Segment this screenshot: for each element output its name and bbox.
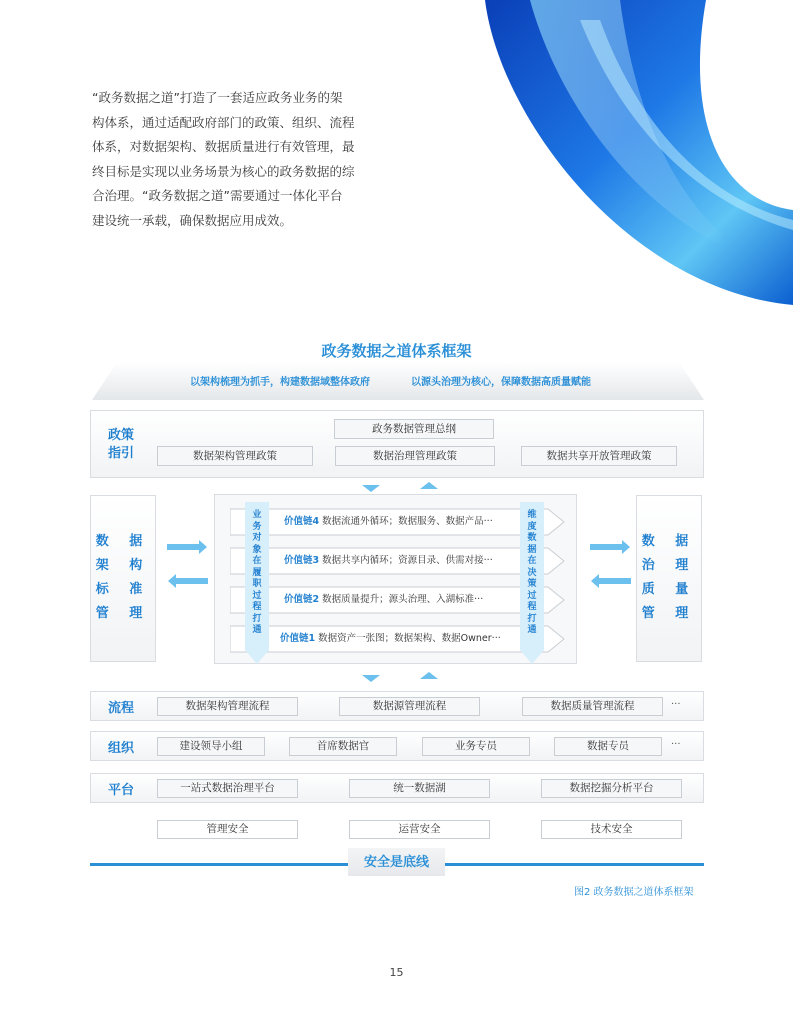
platform-label: 平台 xyxy=(108,783,135,798)
baseline-left xyxy=(90,863,348,866)
platform-item-box: 一站式数据治理平台 xyxy=(157,779,298,798)
process-label: 流程 xyxy=(108,701,135,716)
value-chain-row xyxy=(230,544,550,575)
value-chain-text xyxy=(280,625,501,653)
left-side-line: 标 准 xyxy=(95,582,151,597)
org-more: ··· xyxy=(671,739,681,750)
vertical-char: 过 xyxy=(527,590,537,601)
right-flow-arrows xyxy=(588,537,633,589)
value-chain-row xyxy=(230,508,550,536)
security-item-box: 管理安全 xyxy=(157,820,298,839)
vertical-char: 在 xyxy=(527,556,537,566)
process-item-box: 数据架构管理流程 xyxy=(157,697,298,716)
arrow-right-icon xyxy=(590,540,630,554)
banner-band xyxy=(92,362,704,400)
policy-item-box: 数据治理管理政策 xyxy=(335,446,495,466)
value-chain-label: 价值链2 xyxy=(284,594,320,605)
figure-caption: 图2 政务数据之道体系框架 xyxy=(574,887,694,898)
org-item-box: 首席数据官 xyxy=(289,737,397,756)
value-chain-label: 价值链3 xyxy=(284,555,320,566)
arrow-left-icon xyxy=(591,574,631,588)
intro-line: 合治理。“政务数据之道”需要通过一体化平台 xyxy=(92,188,343,203)
intro-line: 构体系，通过适配政府部门的政策、组织、流程 xyxy=(92,114,355,130)
security-item-box: 运营安全 xyxy=(349,820,490,839)
vertical-char: 程 xyxy=(527,602,537,612)
flow-arrows-bottom xyxy=(360,670,440,684)
value-chain-label: 价值链1 xyxy=(280,633,316,644)
vertical-char: 务 xyxy=(252,521,262,532)
vertical-char: 度 xyxy=(527,521,537,532)
left-vertical-text xyxy=(246,510,268,637)
intro-line: 体系，对数据架构、数据质量进行有效管理，最 xyxy=(92,139,355,154)
vertical-char: 对 xyxy=(252,533,262,543)
value-chain-text xyxy=(284,547,493,575)
platform-item-box: 统一数据湖 xyxy=(349,779,490,798)
platform-item-box: 数据挖掘分析平台 xyxy=(541,779,682,798)
vertical-char: 维 xyxy=(527,510,537,520)
left-side-line: 架 构 xyxy=(95,558,151,573)
vertical-char: 象 xyxy=(252,544,262,555)
right-side-panel xyxy=(636,495,702,662)
right-side-text xyxy=(637,530,701,626)
vertical-char: 业 xyxy=(252,510,262,520)
policy-item-box: 数据共享开放管理政策 xyxy=(521,446,677,466)
intro-line: 建设统一承载，确保数据应用成效。 xyxy=(92,212,293,228)
policy-top-box: 政务数据管理总纲 xyxy=(334,419,494,439)
security-baseline-label: 安全是底线 xyxy=(348,848,445,876)
process-more: ··· xyxy=(671,699,681,710)
left-side-panel xyxy=(90,495,156,662)
banner-right-slogan: 以源头治理为核心，保障数据高质量赋能 xyxy=(411,377,591,388)
policy-item-box: 数据架构管理政策 xyxy=(157,446,313,466)
right-side-line: 质 量 xyxy=(641,582,697,597)
policy-label-line: 政策 xyxy=(108,428,135,443)
value-chain-text xyxy=(284,586,483,614)
vertical-char: 据 xyxy=(527,544,537,555)
arrow-down-icon xyxy=(362,675,380,682)
org-label: 组织 xyxy=(108,741,135,756)
vertical-char: 打 xyxy=(527,613,537,624)
intro-line: 终目标是实现以业务场景为核心的政务数据的综 xyxy=(92,163,355,179)
flow-arrows-top xyxy=(360,480,440,494)
right-side-line: 数 据 xyxy=(641,534,697,549)
policy-label xyxy=(108,427,134,463)
vertical-char: 打 xyxy=(252,613,262,624)
value-chain-row xyxy=(230,625,550,653)
security-item-box: 技术安全 xyxy=(541,820,682,839)
vertical-char: 职 xyxy=(252,579,262,589)
intro-paragraph xyxy=(92,86,392,233)
vertical-char: 履 xyxy=(252,567,262,578)
figure-title: 政务数据之道体系框架 xyxy=(321,342,472,360)
arrow-right-icon xyxy=(167,540,207,554)
org-item-box: 业务专员 xyxy=(422,737,530,756)
arrow-left-icon xyxy=(168,574,208,588)
banner-left-slogan: 以架构梳理为抓手，构建数据域整体政府 xyxy=(190,377,370,388)
value-chain-label: 价值链4 xyxy=(284,516,320,527)
left-side-text xyxy=(91,530,155,626)
intro-line: “政务数据之道”打造了一套适应政务业务的架 xyxy=(92,90,343,105)
value-chain-text xyxy=(284,508,493,536)
page-number: 15 xyxy=(389,966,404,979)
vertical-char: 过 xyxy=(252,590,262,601)
decorative-swirl-graphic xyxy=(470,0,793,310)
value-chain-desc: 数据质量提升；源头治理、入湖标准··· xyxy=(322,594,484,605)
right-vertical-text xyxy=(521,510,543,637)
baseline-right xyxy=(445,863,704,866)
value-chain-desc: 数据流通外循环；数据服务、数据产品··· xyxy=(322,516,493,527)
left-side-line: 数 据 xyxy=(95,534,151,549)
arrow-up-icon xyxy=(420,672,438,679)
arrow-down-icon xyxy=(362,485,380,492)
arrow-up-icon xyxy=(420,482,438,489)
left-side-line: 管 理 xyxy=(95,606,151,621)
org-item-box: 建设领导小组 xyxy=(157,737,265,756)
process-item-box: 数据质量管理流程 xyxy=(522,697,663,716)
left-flow-arrows xyxy=(165,537,210,589)
value-chain-desc: 数据资产一张图；数据架构、数据Owner··· xyxy=(318,633,501,644)
value-chain-desc: 数据共享内循环；资源目录、供需对接··· xyxy=(322,555,493,566)
value-chain-row xyxy=(230,586,550,614)
policy-label-line: 指引 xyxy=(108,446,135,461)
vertical-char: 策 xyxy=(527,579,537,589)
vertical-char: 数 xyxy=(527,533,537,543)
vertical-char: 在 xyxy=(252,556,262,566)
vertical-char: 通 xyxy=(527,625,537,635)
vertical-char: 程 xyxy=(252,602,262,612)
process-item-box: 数据源管理流程 xyxy=(339,697,480,716)
org-item-box: 数据专员 xyxy=(554,737,662,756)
right-side-line: 治 理 xyxy=(641,558,697,573)
right-side-line: 管 理 xyxy=(641,606,697,621)
vertical-char: 决 xyxy=(527,567,537,578)
vertical-char: 通 xyxy=(252,625,262,635)
